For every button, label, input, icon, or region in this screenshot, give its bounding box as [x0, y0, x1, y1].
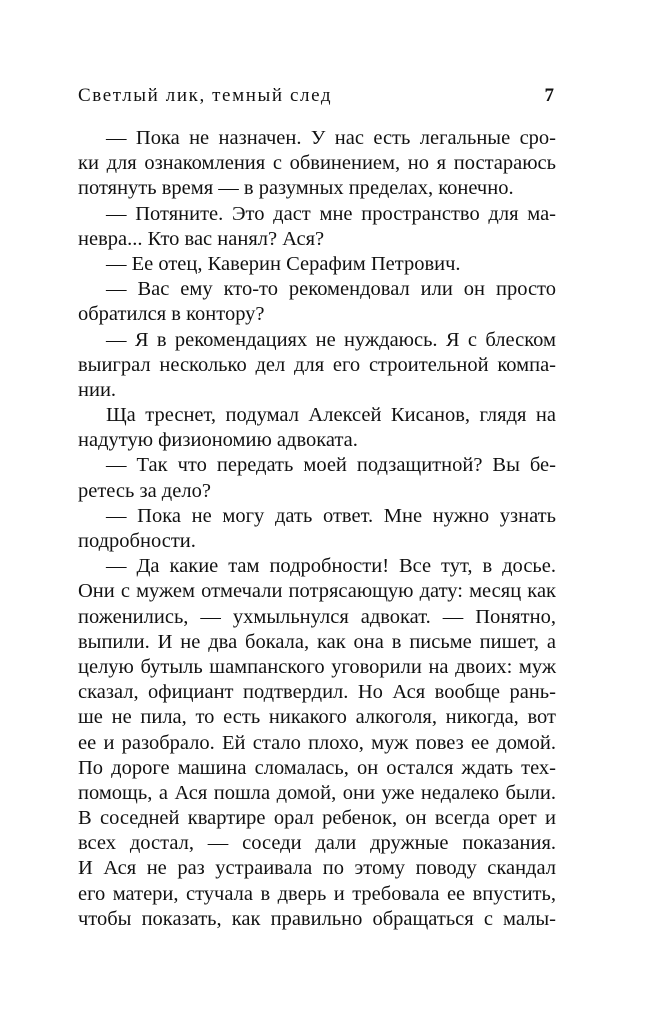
text-line: целую бутыль шампанского уговорили на двоих: муж	[78, 655, 556, 678]
text-line: Они с мужем отмечали потрясающую дату: месяц как	[78, 580, 556, 603]
text-line: помощь, а Ася пошла домой, они уже недалеко были.	[78, 781, 556, 804]
text-line: — Да какие там подробности! Все тут, в досье.	[106, 555, 556, 578]
text-line: ше не пила, то есть никакого алкоголя, никогда, вот	[78, 706, 556, 729]
text-line: ретесь за дело?	[78, 479, 211, 502]
text-line: — Я в рекомендациях не нуждаюсь. Я с блеском	[106, 328, 556, 351]
text-line: поженились, — ухмыльнулся адвокат. — Понятно,	[78, 605, 556, 628]
text-line: По дороге машина сломалась, он остался ждать тех-	[78, 756, 556, 779]
text-line: Ща треснет, подумал Алексей Кисанов, глядя на	[106, 404, 556, 427]
page-number: 7	[544, 85, 554, 106]
text-line: И Ася не раз устраивала по этому поводу скандал	[78, 857, 556, 880]
body-text	[78, 126, 556, 932]
text-line: нии.	[78, 378, 117, 401]
running-head	[78, 84, 556, 108]
text-line: чтобы показать, как правильно обращаться с малы-	[78, 907, 556, 930]
text-line: ки для ознакомления с обвинением, но я постараюсь	[78, 152, 556, 175]
text-line: выиграл несколько дел для его строительной компа-	[78, 353, 556, 376]
text-line: потянуть время — в разумных пределах, конечно.	[78, 177, 514, 200]
text-line: всех достал, — соседи дали дружные показания.	[78, 832, 556, 855]
text-line: ее и разобрало. Ей стало плохо, муж повез ее домой.	[78, 731, 556, 754]
text-line: — Пока не назначен. У нас есть легальные сро-	[106, 127, 556, 149]
text-line: обратился в контору?	[78, 303, 265, 326]
text-line: — Ее отец, Каверин Серафим Петрович.	[106, 252, 461, 275]
text-line: — Так что передать моей подзащитной? Вы бе-	[106, 454, 556, 477]
text-line: надутую физиономию адвоката.	[78, 429, 358, 452]
text-line: — Пока не могу дать ответ. Мне нужно узнать	[106, 504, 556, 527]
text-line: его матери, стучала в дверь и требовала ее впустить,	[78, 882, 556, 905]
text-line: — Вас ему кто-то рекомендовал или он просто	[106, 278, 556, 301]
text-line: выпили. И не два бокала, как она в письме пишет, а	[78, 630, 556, 653]
book-title: Светлый лик, темный след	[78, 85, 333, 106]
book-page	[78, 84, 556, 930]
text-line: подробности.	[78, 530, 196, 552]
text-line: сказал, официант подтвердил. Но Ася вообще рань-	[78, 681, 556, 704]
text-line: В соседней квартире орал ребенок, он всегда орет и	[78, 807, 556, 830]
text-line: — Потяните. Это даст мне пространство для ма-	[106, 202, 556, 225]
text-line: невра... Кто вас нанял? Ася?	[78, 227, 325, 250]
